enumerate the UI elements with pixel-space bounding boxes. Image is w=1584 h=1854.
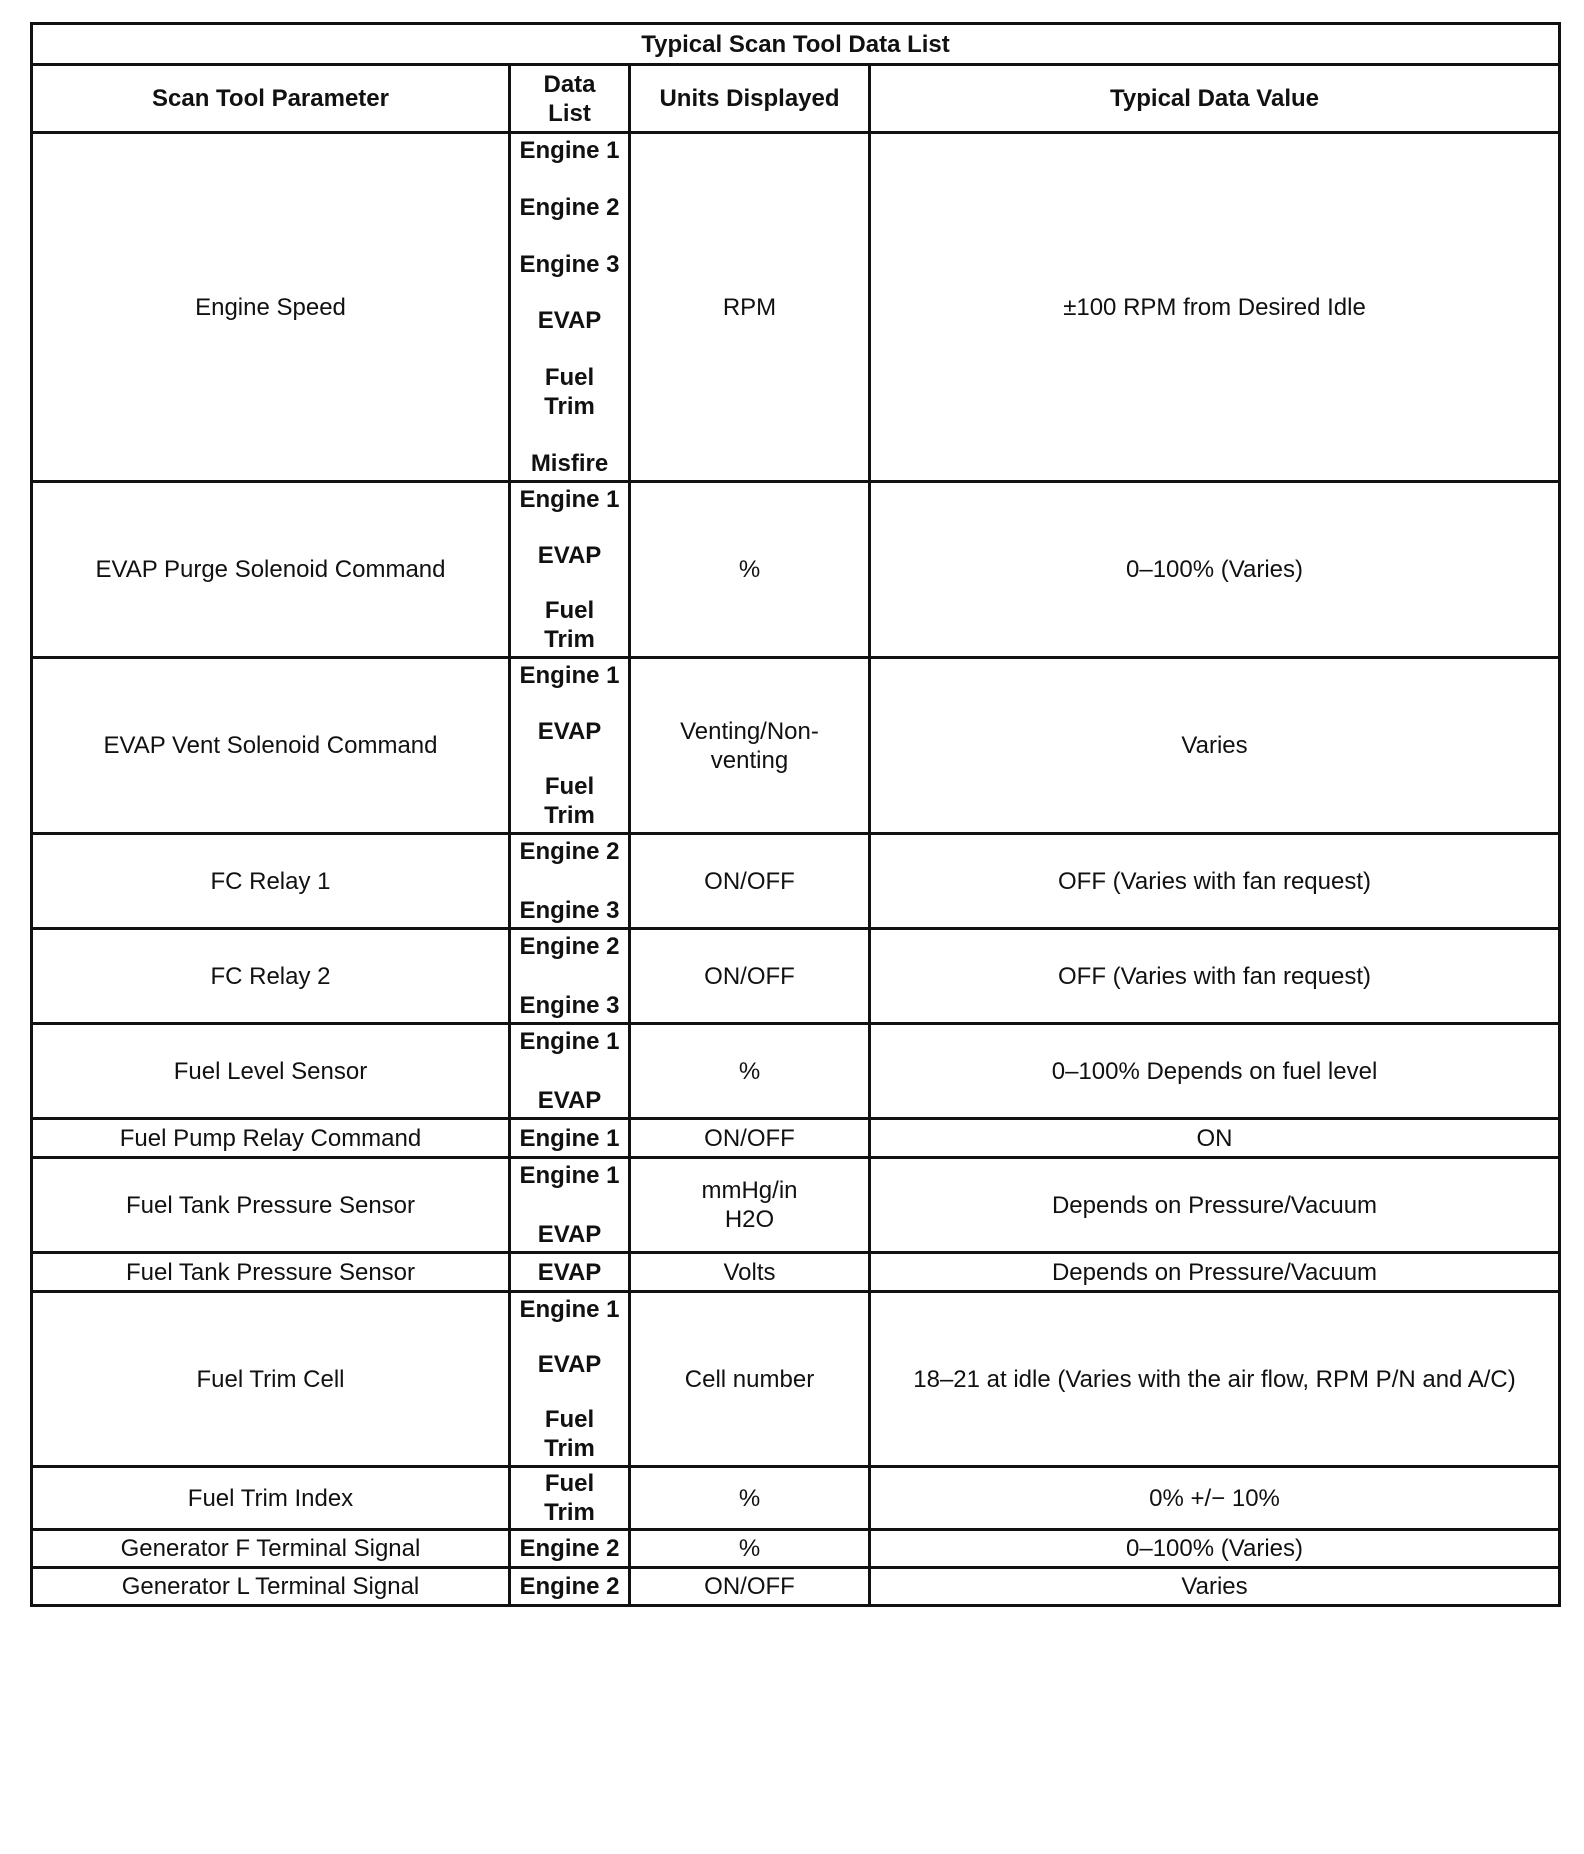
parameter-cell: Fuel Tank Pressure Sensor [32,1158,510,1253]
units-cell: % [630,1467,870,1530]
parameter-cell: Fuel Pump Relay Command [32,1119,510,1158]
parameter-cell: Fuel Tank Pressure Sensor [32,1253,510,1292]
units-cell: % [630,1530,870,1568]
parameter-cell: EVAP Vent Solenoid Command [32,658,510,834]
data-list-cell [510,1530,630,1568]
data-list-cell [510,834,630,929]
data-list-item: EVAP [537,307,602,335]
typical-value-cell: 0–100% (Varies) [870,1530,1560,1568]
data-list-item: Engine 2 [519,1535,620,1562]
typical-value-cell: 0% +/− 10% [870,1467,1560,1530]
typical-value-cell: ON [870,1119,1560,1158]
table-row [32,1568,1560,1606]
typical-value-cell: ±100 RPM from Desired Idle [870,133,1560,482]
parameter-cell: Fuel Trim Index [32,1467,510,1530]
typical-value-cell: 0–100% (Varies) [870,482,1560,658]
data-list-cell [510,929,630,1024]
table-row [32,133,1560,482]
table-row [32,658,1560,834]
typical-value-cell: Depends on Pressure/Vacuum [870,1158,1560,1253]
table-row [32,1024,1560,1119]
header-data-list: Data List [510,65,630,133]
units-cell: ON/OFF [630,929,870,1024]
header-units: Units Displayed [630,65,870,133]
data-list-item: Engine 2 [519,1573,620,1600]
units-cell: Venting/Non-venting [630,658,870,834]
scan-tool-data-table [30,22,1561,1607]
typical-value-cell: OFF (Varies with fan request) [870,834,1560,929]
table-body [32,133,1560,1606]
parameter-cell: Generator L Terminal Signal [32,1568,510,1606]
data-list-cell [510,658,630,834]
data-list-cell [510,1253,630,1292]
header-parameter: Scan Tool Parameter [32,65,510,133]
data-list-item: Misfire [530,449,609,477]
units-cell: mmHg/in H2O [630,1158,870,1253]
parameter-cell: Fuel Trim Cell [32,1292,510,1467]
table-row [32,1253,1560,1292]
parameter-cell: FC Relay 1 [32,834,510,929]
data-list-item: Engine 1 [519,486,620,513]
table-row [32,1158,1560,1253]
parameter-cell: Fuel Level Sensor [32,1024,510,1119]
data-list-item: Engine 1 [519,1162,620,1189]
data-list-item: EVAP [537,1351,602,1378]
parameter-cell: Engine Speed [32,133,510,482]
units-cell: ON/OFF [630,834,870,929]
table-row [32,929,1560,1024]
typical-value-cell: Depends on Pressure/Vacuum [870,1253,1560,1292]
data-list-item: Engine 1 [519,1028,620,1055]
data-list-item: Engine 2 [519,933,620,960]
data-list-cell [510,482,630,658]
units-cell: RPM [630,133,870,482]
data-list-item: EVAP [537,1221,602,1248]
units-cell: % [630,1024,870,1119]
units-cell: ON/OFF [630,1568,870,1606]
units-cell: % [630,482,870,658]
data-list-cell [510,1467,630,1530]
table-row [32,1467,1560,1530]
table-row [32,1530,1560,1568]
typical-value-cell: Varies [870,1568,1560,1606]
units-cell: ON/OFF [630,1119,870,1158]
data-list-item: EVAP [537,717,602,745]
parameter-cell: Generator F Terminal Signal [32,1530,510,1568]
data-list-item: Engine 3 [519,992,620,1019]
data-list-item: Engine 1 [519,137,620,164]
table-row [32,1119,1560,1158]
table-row [32,1292,1560,1467]
data-list-item: Engine 3 [519,250,620,278]
data-list-item: Engine 2 [519,193,620,221]
parameter-cell: EVAP Purge Solenoid Command [32,482,510,658]
parameter-cell: FC Relay 2 [32,929,510,1024]
table-row [32,482,1560,658]
data-list-item: Engine 3 [519,897,620,924]
data-list-cell [510,1292,630,1467]
header-typical-value: Typical Data Value [870,65,1560,133]
data-list-item: Engine 1 [519,1296,620,1323]
typical-value-cell: Varies [870,658,1560,834]
data-list-item: Fuel Trim [544,597,595,653]
data-list-item: Fuel Trim [544,773,595,829]
data-list-cell [510,1568,630,1606]
data-list-item: EVAP [537,541,602,569]
table-title: Typical Scan Tool Data List [32,24,1560,65]
data-list-item: Fuel Trim [544,1406,595,1462]
data-list-item: Fuel Trim [544,1470,595,1526]
data-list-item: EVAP [537,1258,602,1286]
data-list-item: Fuel Trim [544,364,595,421]
typical-value-cell: 18–21 at idle (Varies with the air flow, RPM P/N and A/C) [870,1292,1560,1467]
data-list-cell [510,133,630,482]
data-list-cell [510,1158,630,1253]
data-list-item: EVAP [537,1087,602,1114]
data-list-item: Engine 1 [519,1124,620,1152]
data-list-cell [510,1024,630,1119]
data-list-cell [510,1119,630,1158]
typical-value-cell: OFF (Varies with fan request) [870,929,1560,1024]
units-cell: Volts [630,1253,870,1292]
units-cell: Cell number [630,1292,870,1467]
typical-value-cell: 0–100% Depends on fuel level [870,1024,1560,1119]
table-row [32,834,1560,929]
data-list-item: Engine 2 [519,838,620,865]
data-list-item: Engine 1 [519,662,620,689]
